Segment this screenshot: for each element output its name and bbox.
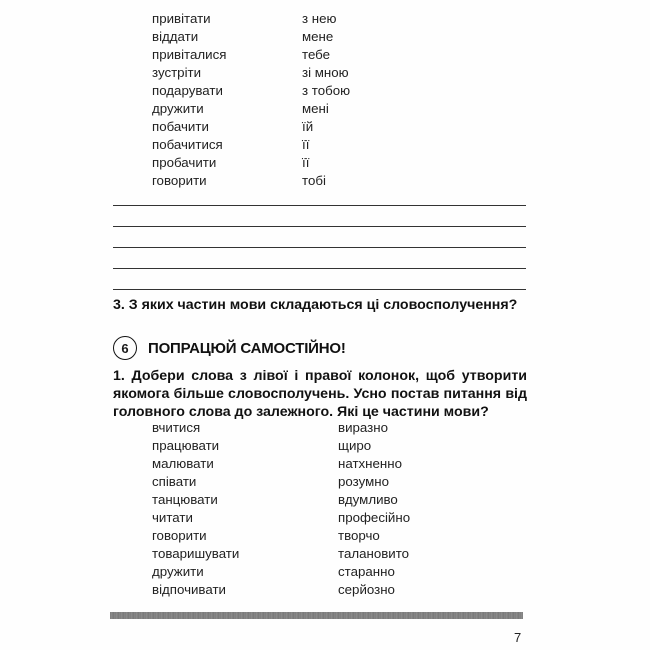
word: серйозно: [338, 582, 395, 597]
answer-line[interactable]: [113, 247, 526, 248]
word: мені: [302, 101, 329, 116]
word: вдумливо: [338, 492, 398, 507]
word: танцювати: [152, 492, 218, 507]
answer-line[interactable]: [113, 205, 526, 206]
word: віддати: [152, 29, 199, 44]
word: з нею: [302, 11, 337, 26]
word: пробачити: [152, 155, 217, 170]
word: її: [302, 137, 310, 152]
word: малювати: [152, 456, 214, 471]
word: вчитися: [152, 420, 201, 435]
bottom-right-word-column: [338, 419, 410, 599]
section-title: ПОПРАЦЮЙ САМОСТІЙНО!: [148, 339, 346, 357]
word: зі мною: [302, 65, 349, 80]
word: тобі: [302, 173, 326, 188]
page-number: 7: [514, 630, 522, 645]
word: привітати: [152, 11, 211, 26]
section-header: [113, 336, 346, 360]
word: творчо: [338, 528, 380, 543]
word: талановито: [338, 546, 410, 561]
word: тебе: [302, 47, 331, 62]
word: щиро: [338, 438, 372, 453]
bottom-left-word-column: [152, 419, 239, 599]
top-left-word-column: [152, 10, 226, 190]
word: з тобою: [302, 83, 351, 98]
section-number-badge: 6: [113, 336, 137, 360]
word: працювати: [152, 438, 220, 453]
word: подарувати: [152, 83, 223, 98]
word: читати: [152, 510, 193, 525]
word: натхненно: [338, 456, 403, 471]
word: відпочивати: [152, 582, 226, 597]
word: виразно: [338, 420, 388, 435]
task-3-question: 3. З яких частин мови складаються ці словосполучення?: [113, 297, 518, 313]
word: професійно: [338, 510, 411, 525]
word: товаришувати: [152, 546, 240, 561]
footer-divider-bar: [110, 612, 523, 619]
word: побачитися: [152, 137, 223, 152]
word: привіталися: [152, 47, 227, 62]
word: побачити: [152, 119, 209, 134]
word: розумно: [338, 474, 389, 489]
word: говорити: [152, 528, 207, 543]
word: їй: [302, 119, 314, 134]
answer-line[interactable]: [113, 289, 526, 290]
word: старанно: [338, 564, 395, 579]
top-right-word-column: [302, 10, 350, 190]
word: її: [302, 155, 310, 170]
word: зустріти: [152, 65, 202, 80]
word: дружити: [152, 564, 204, 579]
word: мене: [302, 29, 334, 44]
word: співати: [152, 474, 197, 489]
word: дружити: [152, 101, 204, 116]
task-1-instructions: 1. Добери слова з лівої і правої колонок, щоб утворити якомога більше словосполучень. Усно постав питання від головного слова до залежного. Які це частини мови?: [113, 368, 527, 420]
word: говорити: [152, 173, 207, 188]
answer-line[interactable]: [113, 226, 526, 227]
answer-line[interactable]: [113, 268, 526, 269]
